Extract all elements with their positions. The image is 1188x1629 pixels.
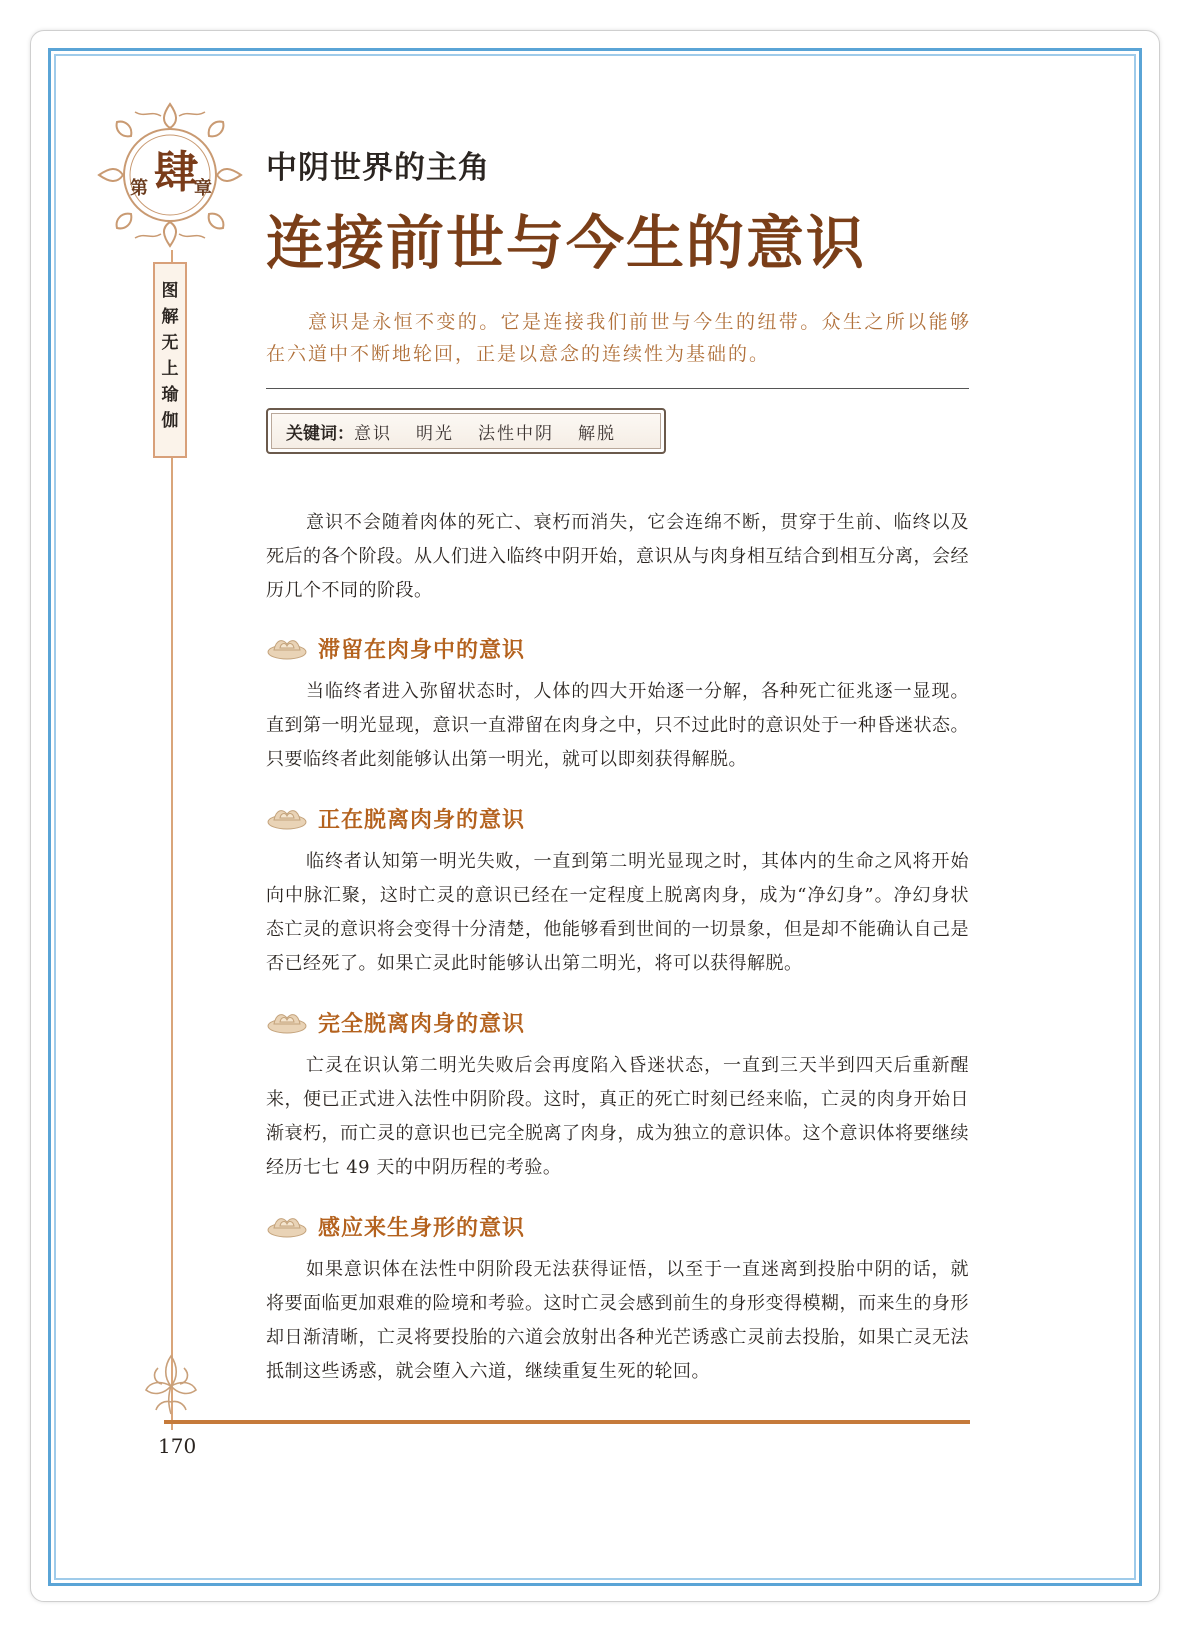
page-title: 连接前世与今生的意识 xyxy=(266,209,867,277)
section-paragraph: 当临终者进入弥留状态时，人体的四大开始逐一分解，各种死亡征兆逐一显现。直到第一明光显现，意识一直滞留在肉身之中，只不过此时的意识处于一种昏迷状态。只要临终者此刻能够认出第一明光，就可以即刻获得解脱。 xyxy=(266,681,969,770)
title-divider xyxy=(266,388,969,389)
chapter-label xyxy=(120,130,220,220)
section-paragraph: 如果意识体在法性中阴阶段无法获得证悟，以至于一直迷离到投胎中阴的话，就将要面临更加艰难的险境和考验。这时亡灵会感到前生的身形变得模糊，而来生的身形却日渐清晰，亡灵将要投胎的六道会放射出各种光芒诱惑亡灵前去投胎，如果亡灵无法抵制这些诱惑，就会堕入六道，继续重复生死的轮回。 xyxy=(266,1259,969,1382)
keyword-item: 明光 xyxy=(416,423,454,444)
section-heading-text: 滞留在肉身中的意识 xyxy=(318,637,526,663)
series-title-char: 图 xyxy=(161,281,179,301)
section-heading-text: 正在脱离肉身的意识 xyxy=(318,807,526,833)
section-paragraph: 亡灵在识认第二明光失败后会再度陷入昏迷状态，一直到三天半到四天后重新醒来，便已正式进入法性中阴阶段。这时，真正的死亡时刻已经来临，亡灵的肉身开始日渐衰朽，而亡灵的意识也已完全脱离了肉身，成为独立的意识体。这个意识体将要继续经历七七 49 天的中阴历程的考验。 xyxy=(266,1055,969,1178)
page-number: 170 xyxy=(158,1434,197,1458)
lotus-cloud-icon xyxy=(266,634,308,662)
section-heading xyxy=(266,630,525,666)
section-subtitle: 中阴世界的主角 xyxy=(266,150,490,186)
chapter-number: 肆 xyxy=(154,147,198,198)
intro-summary: 意识是永恒不变的。它是连接我们前世与今生的纽带。众生之所以能够在六道中不断地轮回，正是以意念的连续性为基础的。 xyxy=(266,311,971,365)
footer-rule xyxy=(164,1420,970,1424)
keyword-item: 解脱 xyxy=(578,423,616,444)
lotus-cloud-icon xyxy=(266,1212,308,1240)
opening-paragraph: 意识不会随着肉体的死亡、衰朽而消失，它会连绵不断，贯穿于生前、临终以及死后的各个阶段。从人们进入临终中阴开始，意识从与肉身相互结合到相互分离，会经历几个不同的阶段。 xyxy=(266,512,969,601)
chapter-suffix: 章 xyxy=(194,178,212,199)
section-heading xyxy=(266,1208,525,1244)
series-title-char: 无 xyxy=(161,333,179,353)
keywords-box xyxy=(266,408,666,454)
series-title-char: 解 xyxy=(161,307,179,327)
chapter-prefix: 第 xyxy=(130,178,148,199)
lotus-cloud-icon xyxy=(266,1008,308,1036)
series-title-char: 上 xyxy=(161,359,179,379)
section-heading xyxy=(266,800,525,836)
keyword-item: 法性中阴 xyxy=(478,423,554,444)
keywords-label: 关键词： xyxy=(286,423,354,444)
series-title-char: 伽 xyxy=(161,411,179,431)
keyword-item: 意识 xyxy=(354,423,392,444)
series-title-tab xyxy=(153,262,187,458)
section-heading xyxy=(266,1004,525,1040)
section-paragraph: 临终者认知第一明光失败，一直到第二明光显现之时，其体内的生命之风将开始向中脉汇聚，这时亡灵的意识已经在一定程度上脱离肉身，成为“净幻身”。净幻身状态亡灵的意识将会变得十分清楚，他能够看到世间的一切景象，但是却不能确认自己是否已经死了。如果亡灵此时能够认出第二明光，将可以获得解脱。 xyxy=(266,851,969,974)
lotus-cloud-icon xyxy=(266,804,308,832)
section-heading-text: 感应来生身形的意识 xyxy=(318,1215,526,1241)
series-title-char: 瑜 xyxy=(161,385,179,405)
lotus-flower-icon xyxy=(138,1348,204,1418)
section-heading-text: 完全脱离肉身的意识 xyxy=(318,1011,526,1037)
